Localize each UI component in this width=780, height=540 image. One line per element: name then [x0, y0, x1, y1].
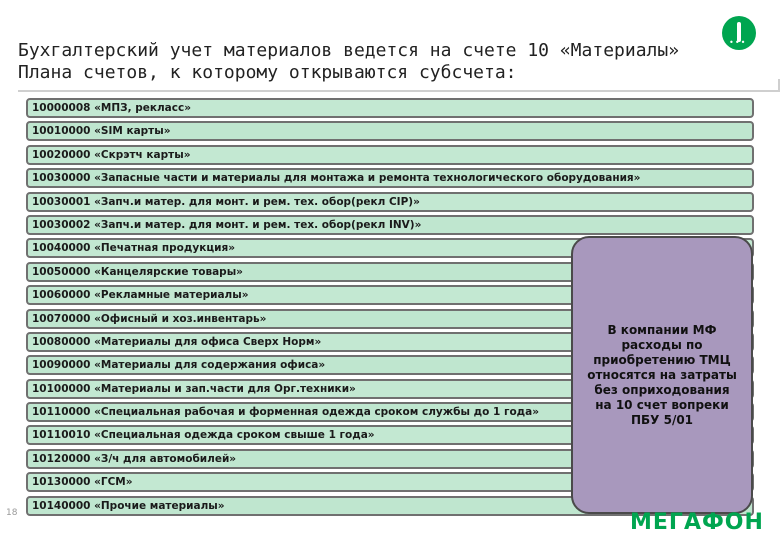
account-row: 10020000 «Скрэтч карты»: [26, 145, 754, 165]
account-row: 10070000 «Офисный и хоз.инвентарь»: [26, 309, 754, 329]
title-line-1: Бухгалтерский учет материалов ведется на счете 10 «Материалы»: [18, 40, 680, 61]
page-number: 18: [6, 508, 18, 518]
account-row: 10030002 «Запч.и матер. для монт. и рем. тех. обор(рекл INV)»: [26, 215, 754, 235]
account-row: 10100000 «Материалы и зап.части для Орг.техники»: [26, 379, 754, 399]
account-row: 10000008 «МПЗ, реклаcс»: [26, 98, 754, 118]
account-row: 10080000 «Материалы для офиса Сверх Норм»: [26, 332, 754, 352]
note-callout-text: В компании МФ расходы по приобретению ТМЦ относятся на затраты без оприходования на 10 счет вопреки ПБУ 5/01: [587, 322, 737, 427]
brand-wordmark: МЕГАФОН: [630, 510, 764, 535]
account-row: 10030000 «Запасные части и материалы для монтажа и ремонта технологического оборудования»: [26, 168, 754, 188]
account-row: 10060000 «Рекламные материалы»: [26, 285, 754, 305]
account-row: 10110000 «Специальная рабочая и форменная одежда сроком службы до 1 года»: [26, 402, 754, 422]
account-row: 10050000 «Канцелярские товары»: [26, 262, 754, 282]
account-row: 10090000 «Материалы для содержания офиса»: [26, 355, 754, 375]
account-row: 10010000 «SIM карты»: [26, 121, 754, 141]
account-row: 10130000 «ГСМ»: [26, 472, 754, 492]
account-row: 10110010 «Специальная одежда сроком свыше 1 года»: [26, 425, 754, 445]
slide-title: [18, 40, 718, 84]
megafon-logo-icon: •••: [722, 16, 756, 50]
note-callout: [571, 236, 753, 514]
account-row: 10120000 «З/ч для автомобилей»: [26, 449, 754, 469]
account-row: 10140000 «Прочие материалы»: [26, 496, 754, 516]
account-row: 10040000 «Печатная продукция»: [26, 238, 754, 258]
title-divider: [18, 90, 780, 92]
title-line-2: Плана счетов, к которому открываются субсчета:: [18, 62, 517, 83]
account-row: 10030001 «Запч.и матер. для монт. и рем. тех. обор(рекл CIP)»: [26, 192, 754, 212]
